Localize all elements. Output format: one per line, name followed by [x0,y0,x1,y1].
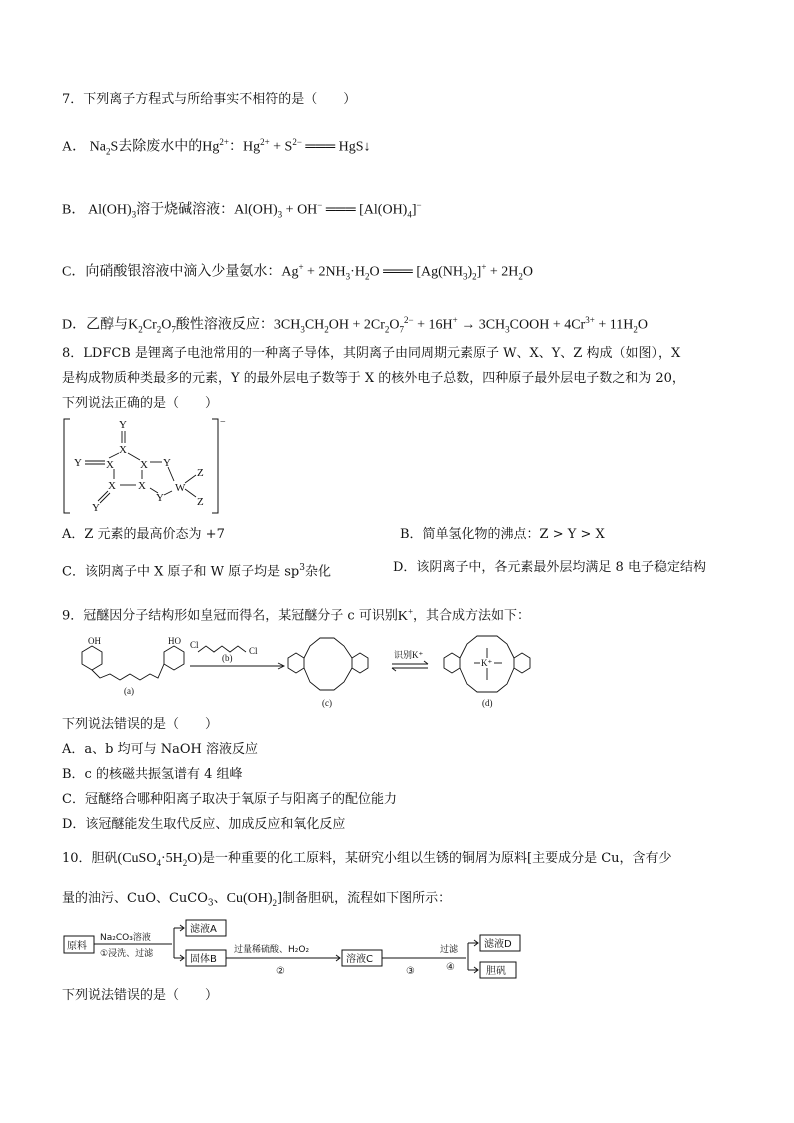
q9-stem: 9．冠醚因分子结构形如皇冠而得名，某冠醚分子 c 可识别K+，其合成方法如下： [62,606,531,624]
label-cl-right: Cl [249,646,258,656]
flow-step-2: ② [276,966,285,977]
q8-option-a: A．Z 元素的最高价态为 +7 [62,527,225,542]
q7-option-a: A． $Na_2S$去除废水中的$Hg^{2+}$：$Hg^{2+} + S^{2-}$ ═══ HgS↓ [62,137,371,157]
q9-ask: 下列说法错误的是（ ） [62,717,219,732]
atom-x-bottom-left: X [108,480,116,492]
atom-y-top: Y [119,419,127,431]
flow-step-4: ④ [446,962,455,973]
q7-option-d: D．乙醇与$K_2Cr_2O_7$酸性溶液反应：$3CH_3CH_2OH + 2Cr_2O_7^{2-} + 16H^+$ → $3CH_3COOH + 4Cr^{3+} + 11H_2O$ [62,315,648,335]
flow-filtrate-a: 滤液A [190,924,217,935]
anion-structure-diagram [62,415,232,517]
flow-reagent-acid: 过量稀硫酸、H₂O₂ [234,945,310,955]
atom-x-right: X [140,459,148,471]
label-b: (b) [222,653,233,663]
atom-x-top: X [119,444,127,456]
q7-stem: 7．下列离子方程式与所给事实不相符的是（ ） [62,92,357,107]
atom-y-bottom: Y [92,502,100,514]
flow-step-1: ①浸洗、过滤 [100,949,154,959]
flow-step-3: ③ [406,966,415,977]
flow-product: 胆矾 [486,966,506,977]
q9-option-a: A．a、b 均可与 NaOH 溶液反应 [62,742,258,757]
q8-stem-line2: 是构成物质种类最多的元素，Y 的最外层电子数等于 X 的核外电子总数，四种原子最外层电子数之和为 20， [62,371,685,386]
label-c: (c) [322,698,332,708]
flow-filter: 过滤 [440,945,459,955]
label-a: (a) [124,686,134,696]
flow-solution-c: 溶液C [346,954,373,965]
atom-y-lower: Y [156,492,164,504]
q8-option-b: B．简单氢化物的沸点：Z > Y > X [400,527,605,542]
q8-option-d: D．该阴离子中，各元素最外层均满足 8 电子稳定结构 [393,560,706,575]
q10-stem-line1: 10．胆矾$(CuSO_4\cdot 5H_2O)$是一种重要的化工原料，某研究小组以生锈的铜屑为原料[主要成分是 Cu，含有少 [62,851,672,868]
k-ion-center: K⁺ [481,658,493,668]
flow-raw-material: 原料 [67,941,87,952]
label-d: (d) [482,698,493,708]
flow-solid-b: 固体B [190,954,217,965]
atom-x-left: X [106,459,114,471]
q8-stem-line3: 下列说法正确的是（ ） [62,396,219,411]
atom-w: W [175,482,186,494]
flow-filtrate-d: 滤液D [484,939,512,950]
flow-reagent-na2co3: Na₂CO₃溶液 [100,933,151,943]
q8-option-c: C．该阴离子中 X 原子和 W 原子均是 $sp^3$杂化 [62,563,331,580]
label-oh: OH [88,636,101,646]
process-flowchart [62,918,532,980]
atom-z-bottom: Z [197,496,204,508]
atom-x-bottom-right: X [138,480,146,492]
q10-ask: 下列说法错误的是（ ） [62,988,219,1003]
reagent-recognize-k: 识别K⁺ [394,650,424,660]
label-ho: HO [168,636,181,646]
atom-z-top: Z [197,467,204,479]
crown-ether-synthesis-scheme [62,628,562,710]
q9-option-b: B．c 的核磁共振氢谱有 4 组峰 [62,767,243,782]
svg-text:−: − [220,417,226,428]
q10-stem-line2: 量的油污、CuO、CuCO$_3$、$Cu(OH)_2$]制备胆矾，流程如下图所示： [62,891,452,909]
q9-option-d: D．该冠醚能发生取代反应、加成反应和氧化反应 [62,817,346,832]
q7-option-b: B． $Al(OH)_3$溶于烧碱溶液：$Al(OH)_3 + OH^-$ ═══ $[Al(OH)_4]^-$ [62,200,422,220]
atom-y-upper: Y [163,457,171,469]
atom-y-left: Y [74,457,82,469]
label-cl-left: Cl [190,640,199,650]
q7-option-c: C．向硝酸银溶液中滴入少量氨水：$Ag^+ + 2NH_3\cdot H_2O$ ═══ $[Ag(NH_3)_2]^+ + 2H_2O$ [62,262,534,282]
q9-option-c: C．冠醚络合哪种阳离子取决于氧原子与阳离子的配位能力 [62,792,397,807]
q8-stem-line1: 8．LDFCB 是锂离子电池常用的一种离子导体，其阴离子由同周期元素原子 W、X、Y、Z 构成（如图），X [62,346,681,361]
